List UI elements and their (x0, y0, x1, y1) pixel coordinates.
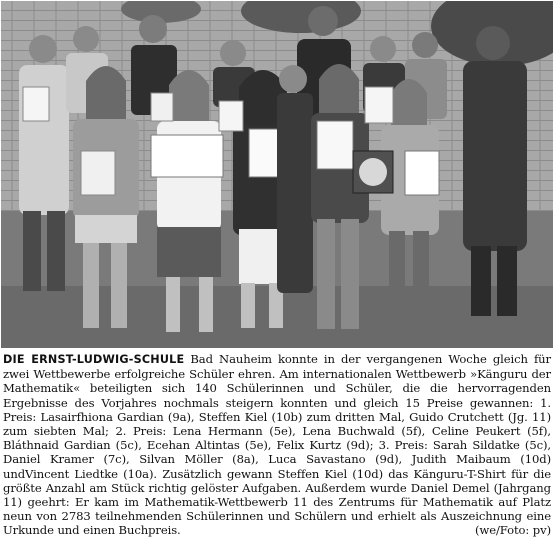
photo-illustration (1, 1, 553, 348)
article-text: Bad Nauheim konnte in der vergangenen Woche gleich für zwei Wettbewerbe erfolgreiche Schüler ehren. Am internationalen Wettbewerb »Känguru der Mathematik« beteiligten sich 140 Schülerinnen und Schüler, die die hervorragenden Ergebnisse des Vorjahres nochmals steigern konnten und gleich 15 Preise gewannen: 1. Preis: Lasairfhiona Gardian (9a), Steffen Kiel (10b) zum dritten Mal, Guido Crutchett (Jg. 11) zum siebten Mal; 2. Preis: Lena Hermann (5e), Lena Buchwald (5f), Celine Peukert (5f), Bláthnaid Gardian (5c), Ecehan Altintas (5e), Felix Kurtz (9d); 3. Preis: Sarah Sildatke (5c), Daniel Kramer (7c), Silvan Möller (8a), Luca Savastano (9d), Judith Maibaum (10d) undVincent Liedtke (10a). Zusätzlich gewann Steffen Kiel (10d) das Känguru-T-Shirt für die größte Anzahl am Stück richtig gelöster Aufgaben. Außerdem wurde Daniel Demel (Jahrgang 11) geehrt: Er kam im Mathematik-Wettbewerb 11 des Zentrums für Mathematik auf Platz neun von 2783 teilnehmenden Schülerinnen und Schülern und erhielt als Auszeichnung eine Urkunde und einen Buchpreis. (3, 352, 551, 538)
article-lead: DIE ERNST-LUDWIG-SCHULE (3, 353, 185, 366)
group-photo (1, 1, 553, 348)
photo-credit: (we/Foto: pv) (474, 523, 551, 538)
article-caption (3, 352, 551, 538)
